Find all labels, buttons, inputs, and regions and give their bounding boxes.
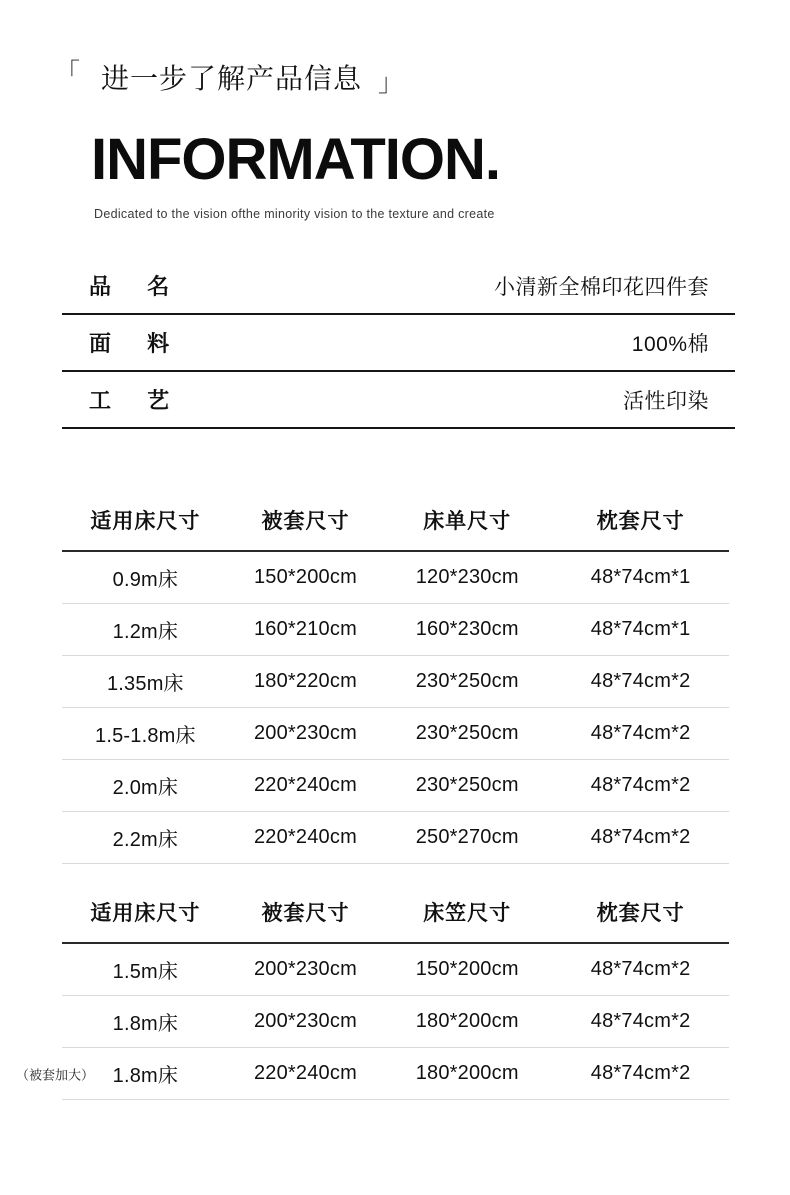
table-row (62, 552, 729, 604)
spec-value: 小清新全棉印花四件套 (494, 275, 709, 299)
table-row (62, 760, 729, 812)
header-fitted-sheet-size: 床笠尺寸 (423, 902, 512, 925)
fitted-sheet-cell: 180*200cm (415, 1010, 519, 1032)
table-row (62, 604, 729, 656)
duvet-cover-cell: 180*220cm (253, 670, 357, 692)
pillowcase-cell: 48*74cm*2 (590, 1062, 691, 1084)
bed-size-cell: 1.2m床 (112, 621, 179, 643)
bed-size-cell: 1.35m床 (106, 673, 184, 695)
bed-size-cell: 1.5m床 (112, 961, 179, 983)
duvet-cover-cell: 220*240cm (253, 774, 357, 796)
table-row (62, 812, 729, 864)
spec-row-craft (62, 372, 735, 429)
size-table-header-row (62, 864, 729, 944)
bed-size-cell: 0.9m床 (112, 569, 179, 591)
size-table-flat-sheet (62, 505, 729, 864)
bed-size-cell: 2.2m床 (112, 829, 179, 851)
tagline (55, 57, 790, 97)
table-row (62, 656, 729, 708)
pillowcase-cell: 48*74cm*2 (590, 826, 691, 848)
table-row (62, 996, 729, 1048)
spec-label: 工 艺 (89, 388, 172, 413)
fitted-sheet-cell: 180*200cm (415, 1062, 519, 1084)
table-row (62, 708, 729, 760)
header-pillowcase-size: 枕套尺寸 (596, 902, 685, 925)
flat-sheet-cell: 230*250cm (415, 722, 519, 744)
flat-sheet-cell: 230*250cm (415, 774, 519, 796)
spec-value: 100%棉 (631, 332, 709, 356)
header-duvet-cover-size: 被套尺寸 (261, 510, 350, 533)
pillowcase-cell: 48*74cm*2 (590, 958, 691, 980)
duvet-cover-cell: 220*240cm (253, 1062, 357, 1084)
duvet-cover-cell: 220*240cm (253, 826, 357, 848)
close-corner-bracket: 」 (378, 69, 405, 97)
flat-sheet-cell: 230*250cm (415, 670, 519, 692)
duvet-cover-cell: 150*200cm (253, 566, 357, 588)
header-bed-size: 适用床尺寸 (90, 510, 201, 533)
spec-label: 品 名 (89, 274, 172, 299)
pillowcase-cell: 48*74cm*1 (590, 618, 691, 640)
table-row (16, 1048, 729, 1100)
spec-value: 活性印染 (623, 389, 709, 413)
header-duvet-cover-size: 被套尺寸 (261, 902, 350, 925)
spec-row-product-name (62, 258, 735, 315)
spec-table (62, 258, 735, 429)
header-flat-sheet-size: 床单尺寸 (423, 510, 512, 533)
size-table-header-row (62, 505, 729, 552)
pillowcase-cell: 48*74cm*2 (590, 670, 691, 692)
duvet-cover-cell: 200*230cm (253, 1010, 357, 1032)
product-info-page (0, 57, 790, 1100)
page-subtitle: Dedicated to the vision ofthe minority vision to the texture and create (94, 207, 495, 221)
duvet-cover-cell: 200*230cm (253, 958, 357, 980)
flat-sheet-cell: 160*230cm (415, 618, 519, 640)
pillowcase-cell: 48*74cm*1 (590, 566, 691, 588)
pillowcase-cell: 48*74cm*2 (590, 722, 691, 744)
header-pillowcase-size: 枕套尺寸 (596, 510, 685, 533)
flat-sheet-cell: 250*270cm (415, 826, 519, 848)
duvet-cover-cell: 160*210cm (253, 618, 357, 640)
size-table-fitted-sheet (16, 864, 729, 1100)
bed-size-cell: 1.8m床 (112, 1065, 179, 1087)
oversized-duvet-note: （被套加大） (16, 1067, 95, 1082)
bed-size-cell: 2.0m床 (112, 777, 179, 799)
table-row (62, 944, 729, 996)
header-bed-size: 适用床尺寸 (90, 902, 201, 925)
fitted-sheet-cell: 150*200cm (415, 958, 519, 980)
pillowcase-cell: 48*74cm*2 (590, 774, 691, 796)
page-title: INFORMATION. (91, 127, 500, 192)
duvet-cover-cell: 200*230cm (253, 722, 357, 744)
bed-size-cell: 1.5-1.8m床 (95, 725, 196, 747)
spec-row-fabric (62, 315, 735, 372)
spec-label: 面 料 (89, 331, 172, 356)
bed-size-cell: 1.8m床 (112, 1013, 179, 1035)
tagline-text: 进一步了解产品信息 (101, 63, 363, 94)
open-corner-bracket: 「 (55, 59, 82, 87)
pillowcase-cell: 48*74cm*2 (590, 1010, 691, 1032)
flat-sheet-cell: 120*230cm (415, 566, 519, 588)
